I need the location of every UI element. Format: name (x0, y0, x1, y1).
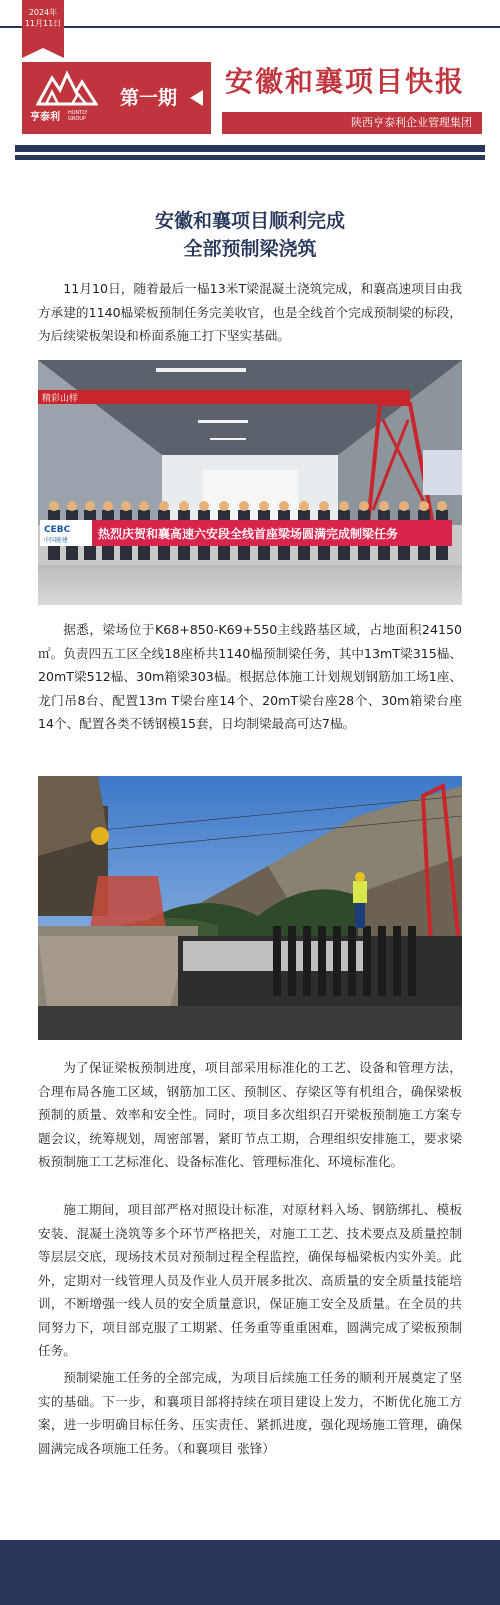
factory-sign-text: 精彩山样 (42, 394, 79, 404)
top-rule (0, 26, 500, 28)
header-divider-thin (15, 155, 485, 160)
logo-cn-text: 亨泰利 (30, 112, 60, 123)
header-divider (15, 145, 485, 152)
date-year: 2024年 (28, 8, 58, 17)
paragraph-1: 11月10日，随着最后一榀13米T梁混凝土浇筑完成，和襄高速项目由我方承建的1140榀梁板预制任务完美收官，也是全线首个完成预制梁的标段，为后续梁板架设和桥面系施工打下坚实基础。 (38, 281, 462, 343)
paragraph-4: 施工期间，项目部严格对照设计标准，对原材料入场、钢筋绑扎、模板安装、混凝土浇筑等多个环节严格把关，对施工工艺、技术要点及质量控制等层层交底，现场技术员对预制过程全程监控，确保每榀梁板内实外美。此外，定期对一线管理人员及作业人员开展多批次、高质量的安全质量技能培训，不断增强一线人员的安全质量意识，保证施工安全及质量。在全员的共同努力下，项目部克服了工期紧、任务重等重重困难，圆满完成了梁板预制任务。 (38, 1202, 462, 1358)
article-title-line2: 全部预制梁浇筑 (183, 238, 317, 260)
construction-site-photo (38, 776, 462, 1040)
banner-logo-sub: 中国能建 (44, 537, 69, 544)
newsletter-title: 安徽和襄项目快报 (225, 65, 466, 98)
footer-band (0, 1540, 500, 1605)
logo-en-line2: GROUP (68, 116, 86, 122)
logo-en-line1: HUNTLY (68, 110, 88, 116)
banner-logo-text: CEBC (44, 525, 71, 535)
company-name: 陕西亨泰利企业管理集团 (222, 112, 482, 134)
logo-en-text (68, 110, 87, 122)
paragraph-3: 为了保证梁板预制进度，项目部采用标准化的工艺、设备和管理方法，合理布局各施工区域，钢筋加工区、预制区、存梁区等有机组合，确保梁板预制的质量、效率和安全性。同时，项目多次组织召开梁板预制施工方案专题会议，统筹规划，周密部署，紧盯节点工期，合理组织安排施工，要求梁板预制施工工艺标准化、设备标准化、管理标准化、环境标准化。 (38, 1060, 462, 1169)
date-badge (22, 0, 64, 48)
banner-text: 热烈庆贺和襄高速六安段全线首座梁场圆满完成制梁任务 (98, 527, 399, 541)
paragraph-5: 预制梁施工任务的全部完成，为项目后续施工任务的顺利开展奠定了坚实的基础。下一步，和襄项目部将持续在项目建设上发力，不断优化施工方案，进一步明确目标任务、压实责任、紧抓进度，强化现场施工管理，确保圆满完成各项施工任务。（和襄项目 张锋） (38, 1370, 462, 1456)
issue-text: 第一期 (120, 87, 178, 109)
paragraph-2: 据悉，梁场位于K68+850-K69+550主线路基区域，占地面积24150㎡。负责四五工区全线18座桥共1140榀预制梁任务，其中13mT梁315榀、20mT梁512榀、30m箱梁303榀。根据总体施工计划规划钢筋加工场1座、龙门吊8台、配置13m T梁台座14个、20mT梁台座28个、30m箱梁台座14个、配置各类不锈钢模15套，日均制梁最高可达7榀。 (38, 622, 462, 731)
logo-mountain-icon (36, 70, 98, 106)
date-day: 11月11日 (24, 19, 62, 28)
article-title (0, 207, 500, 263)
arrow-left-icon (190, 90, 203, 106)
article-title-line1: 安徽和襄项目顺利完成 (154, 210, 345, 232)
company-logo (22, 62, 112, 134)
issue-label (112, 62, 211, 134)
group-photo (38, 360, 462, 605)
